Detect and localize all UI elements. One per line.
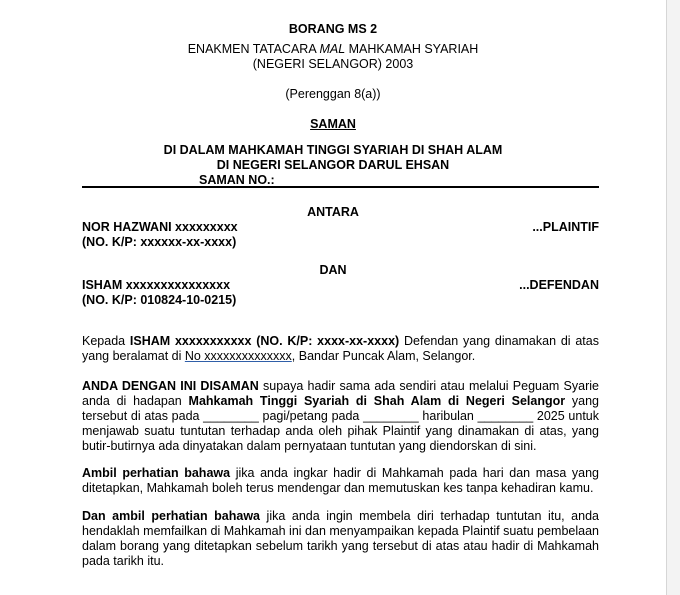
paragraph-notice-2	[82, 509, 599, 569]
p2-c: Mahkamah Tinggi Syariah di Shah Alam di Negeri Selangor	[188, 394, 566, 408]
defendant-label: ...DEFENDAN	[519, 278, 599, 292]
paragraph-notice-1	[82, 466, 599, 496]
defendant-name: ISHAM xxxxxxxxxxxxxxx	[82, 278, 231, 292]
p1-a: Kepada	[82, 334, 130, 348]
and-label: DAN	[319, 263, 347, 277]
doc-type-heading: SAMAN	[310, 117, 356, 131]
p1-c: Defendan yang dinamakan di atas yang beralamat di	[82, 334, 599, 363]
enactment-line-1-italic: MAL	[319, 42, 346, 56]
viewer-scroll-gutter	[666, 0, 680, 595]
p1-d: , Bandar Puncak Alam, Selangor.	[291, 349, 476, 363]
saman-no: SAMAN NO.:	[199, 173, 275, 187]
defendant-ic: (NO. K/P: 010824-10-0215)	[82, 293, 237, 307]
plaintiff-label: ...PLAINTIF	[532, 220, 599, 234]
enactment-line-1-pre: ENAKMEN TATACARA	[187, 42, 320, 56]
paragraph-ref: (Perenggan 8(a))	[285, 87, 381, 101]
p4-b: jika anda ingin membela diri terhadap tuntutan itu, anda hendaklah memfailkan di Mahkamah ini dan menyampaikan kepada Plaintif suatu pembelaan dalam borang yang ditetapkan sebelum tarikh yang tersebut di atas atau hadir di Mahkamah pada tarikh itu.	[82, 509, 599, 568]
enactment-line-1	[0, 42, 666, 57]
court-line-1: DI DALAM MAHKAMAH TINGGI SYARIAH DI SHAH ALAM	[163, 143, 503, 157]
court-line-2: DI NEGERI SELANGOR DARUL EHSAN	[216, 158, 450, 172]
address-link[interactable]: No xxxxxxxxxxxxxx	[184, 349, 292, 363]
p4-a: Dan ambil perhatian bahawa	[82, 509, 261, 523]
enactment-line-2: (NEGERI SELANGOR) 2003	[252, 57, 414, 71]
header-divider	[82, 186, 599, 188]
p3-a: Ambil perhatian bahawa	[82, 466, 231, 480]
paragraph-addressee	[82, 334, 599, 364]
between-label: ANTARA	[307, 205, 359, 219]
plaintiff-ic: (NO. K/P: xxxxxx-xx-xxxx)	[82, 235, 237, 249]
paragraph-summons	[82, 379, 599, 454]
p3-b: jika anda ingkar hadir di Mahkamah pada hari dan masa yang ditetapkan, Mahkamah boleh terus mendengar dan memutuskan kes tanpa kehadiran kamu.	[82, 466, 600, 495]
plaintiff-name: NOR HAZWANI xxxxxxxxx	[82, 220, 238, 234]
p1-b: ISHAM xxxxxxxxxxx (NO. K/P: xxxx-xx-xxxx)	[129, 334, 400, 348]
p2-d: yang tersebut di atas pada ________ pagi/petang pada ________ haribulan ________ 2025 untuk menjawab suatu tuntutan terhadap anda oleh pihak Plaintif yang dinamakan di atas, yang butir-butirnya ada dinyatakan dalam pernyataan tuntutan yang diendorskan di sini.	[82, 394, 599, 453]
p2-a: ANDA DENGAN INI DISAMAN	[82, 379, 259, 393]
form-title: BORANG MS 2	[288, 22, 378, 36]
p2-b: supaya hadir sama ada sendiri atau melalui Peguam Syarie anda di hadapan	[82, 379, 599, 408]
enactment-line-1-post: MAHKAMAH SYARIAH	[345, 42, 479, 56]
